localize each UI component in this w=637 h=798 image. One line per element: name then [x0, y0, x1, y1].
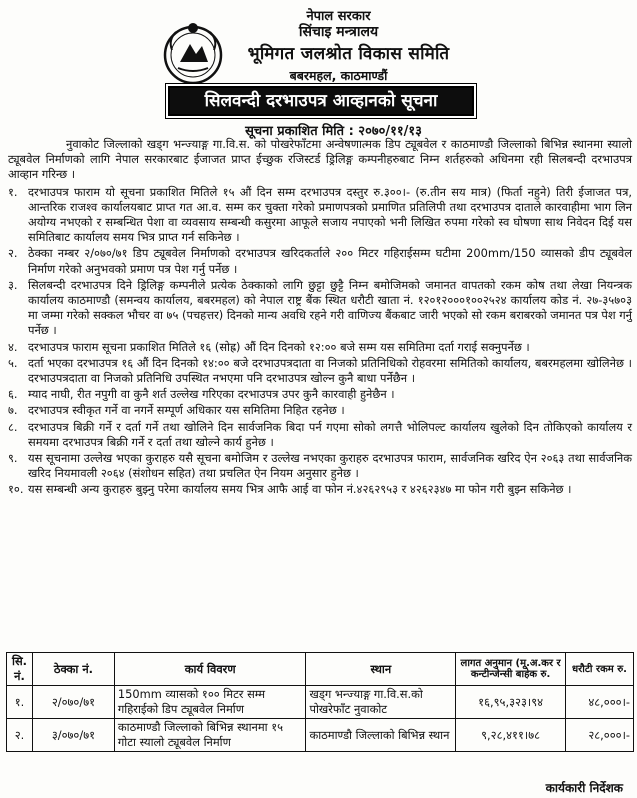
cell-location: काठमाण्डौ जिल्लाको बिभिन्न स्थान — [306, 719, 456, 752]
committee-name: भूमिगत जलश्रोत विकास समिति — [247, 44, 450, 64]
cell-cost: १६,९५,३२३।९४ — [456, 686, 566, 719]
condition-item: ९. यस सूचनामा उल्लेख भएका कुराहरु यसै सूचना बमोजिम र उल्लेख नभएका कुराहरु दरभाउपत्र फाराम, सार्वजनिक खरिद ऐन २०६३ तथा सार्वजनिक खरिद नियमावली २०६४ (संशोधन सहित) तथा प्रचलित ऐन नियम अनुसार हुनेछ । — [8, 451, 632, 481]
table-header-row — [7, 653, 634, 686]
intro-paragraph: नुवाकोट जिल्लाको खड्ग भन्ज्याङ्ग गा.वि.स. को पोखरेफाँटमा अन्वेषणात्मक डिप ट्यूबवेल र काठमाण्डौ जिल्लाको बिभिन्न स्थानमा स्यालो ट्यूबवेल निर्माणको लागि नेपाल सरकारबाट ईजाजत प्राप्त ईच्छुक रजिस्टर्ड ड्रिलिङ्ग कम्पनीहरुबाट निम्न शर्तहरुको अधिनमा रही सिलबन्दी दरभाउपत्र आव्हान गरिन्छ । — [8, 137, 632, 182]
condition-item: ८. दरभाउपत्र बिक्री गर्ने र दर्ता गर्ने तथा खोलिने दिन सार्वजनिक बिदा पर्न गएमा सोको लगत्तै भोलिपल्ट कार्यालय खुलेको दिन तोकिएको कार्यालय र समयमा दरभाउपत्र बिक्री गर्ने र दर्ता तथा खोल्ने कार्य हुनेछ । — [8, 419, 632, 449]
cell-work: 150mm व्यासको १०० मिटर सम्म गहिराईको डिप ट्यूबवेल निर्माण — [114, 686, 306, 719]
office-address: बबरमहल, काठमाण्डौं — [289, 68, 388, 83]
cell-contract: २/०७०/७१ — [32, 686, 114, 719]
table-row — [7, 686, 634, 719]
header-cost: लागत अनुमान (मू.अ.कर र कन्टीन्जेन्सी बाहेक रु. — [456, 653, 566, 686]
ministry-name: सिंचाइ मन्त्रालय — [298, 24, 379, 40]
cell-deposit: २८,०००।- — [566, 719, 634, 752]
table-row — [7, 719, 634, 752]
header-location: स्थान — [306, 653, 456, 686]
condition-item: ६. म्याद नाघी, रीत नपुगी वा कुनै शर्त उल्लेख गरिएका दरभाउपत्र उपर कुनै कारवाही हुनेछैन । — [8, 387, 395, 402]
published-date: सूचना प्रकाशित मिति : २०७०/११/१३ — [245, 124, 422, 139]
header-sn: सि. नं. — [7, 653, 33, 686]
cell-work: काठमाण्डौ जिल्लाको बिभिन्न स्थानमा १५ गोटा स्यालो ट्यूबवेल निर्माण — [114, 719, 306, 752]
header-contract: ठेक्का नं. — [32, 653, 114, 686]
government-name: नेपाल सरकार — [306, 9, 371, 24]
condition-item: ३. सिलबन्दी दरभाउपत्र दिने ड्रिलिङ्ग कम्पनीले प्रत्येक ठेक्काको लागि छुट्टा छुट्टै निम्न बमोजिमको जमानत वापतको रकम कोष तथा लेखा नियन्त्रक कार्यालय काठमाण्डौ (समन्वय कार्यालय, बबरमहल) को नेपाल राष्ट्र बैंक स्थित धरौटी खाता नं. १२०१२०००१००२५२४ कार्यालय कोड नं. २७-३५७०३ मा जम्मा गरेको सक्कल भौचर वा ७५ (पचहत्तर) दिनको मान्य अवधि रहने गरी वाणिज्य बैंकबाट जारी भएको सो रकम बराबरको जमानत पत्र पेश गर्नु पर्नेछ । — [8, 277, 632, 338]
condition-item: ४. दरभाउपत्र फाराम सूचना प्रकाशित मितिले १६ (सोह्र) औं दिन दिनको १२:०० बजे सम्म यस समितिमा दर्ता गराई सक्नुपर्नेछ । — [8, 339, 530, 354]
notice-title-banner: सिलवन्दी दरभाउपत्र आव्हानको सूचना — [168, 86, 474, 116]
notice-body — [8, 137, 632, 499]
cell-sn: १. — [7, 686, 33, 719]
contract-table — [6, 652, 634, 752]
condition-item: २. ठेक्का नम्बर २/०७०/७१ डिप ट्यूबवेल निर्माणको दरभाउपत्र खरिदकर्ताले २०० मिटर गहिराईसम्म घटीमा 200mm/150 व्यासको डीप ट्यूबवेल निर्माण गरेको अनुभवको प्रमाण पत्र पेश गर्नु पर्नेछ । — [8, 246, 632, 276]
cell-sn: २. — [7, 719, 33, 752]
condition-item: १०. यस सम्बन्धी अन्य कुराहरु बुझ्नु परेमा कार्यालय समय भित्र आफै आई वा फोन नं.४२६२९५३ र ४२६२३४७ मा फोन गरी बुझ्न सकिनेछ । — [8, 482, 572, 497]
cell-location: खड्ग भन्ज्याङ्ग गा.वि.स.को पोखरेफाँट नुवाकोट — [306, 686, 456, 719]
cell-cost: ९,२८,४११।७८ — [456, 719, 566, 752]
signature-title: कार्यकारी निर्देशक — [545, 781, 623, 795]
header-work: कार्य विवरण — [114, 653, 306, 686]
condition-item: ७. दरभाउपत्र स्वीकृत गर्ने वा नगर्ने सम्पूर्ण अधिकार यस समितिमा निहित रहनेछ । — [8, 403, 345, 418]
condition-item: ५. दर्ता भएका दरभाउपत्र १६ औं दिन दिनको १४:०० बजे दरभाउपत्रदाता वा निजको प्रतिनिधिको रोहवरमा समितिको कार्यालय, बबरमहलमा खोलिनेछ । दरभाउपत्रदाता वा निजको प्रतिनिधि उपस्थित नभएमा पनि दरभाउपत्र खोल्न कुनै बाधा पर्नेछैन । — [8, 355, 632, 386]
cell-contract: ३/०७०/७१ — [32, 719, 114, 752]
header-deposit: धरौटी रकम रु. — [566, 653, 634, 686]
notice-header — [0, 0, 637, 118]
condition-item: १. दरभाउपत्र फाराम यो सूचना प्रकाशित मितिले १५ औं दिन सम्म दरभाउपत्र दस्तुर रु.३००।- (रु.तीन सय मात्र) (फिर्ता नहुने) तिरी ईजाजत पत्र, आन्तरिक राजश्व कार्यालयबाट प्राप्त गत आ.व. सम्म कर चुक्ता गरेको प्रमाणपत्रको प्रमाणित प्रतिलिपी तथा दरभाउपत्र दाताले कारवाहीमा भाग लिन अयोग्य नभएको र सम्बन्धित पेशा वा व्यवसाय सम्बन्धी कसुरमा आफूले सजाय नपाएको भनी लिखित रुपमा गरेको स्व घोषणा साथ निवेदन दिई यस समितिबाट कार्यालय समय भित्र प्राप्त गर्न सकिनेछ । — [8, 184, 632, 245]
contract-table-wrapper — [6, 652, 634, 752]
cell-deposit: ४८,०००।- — [566, 686, 634, 719]
